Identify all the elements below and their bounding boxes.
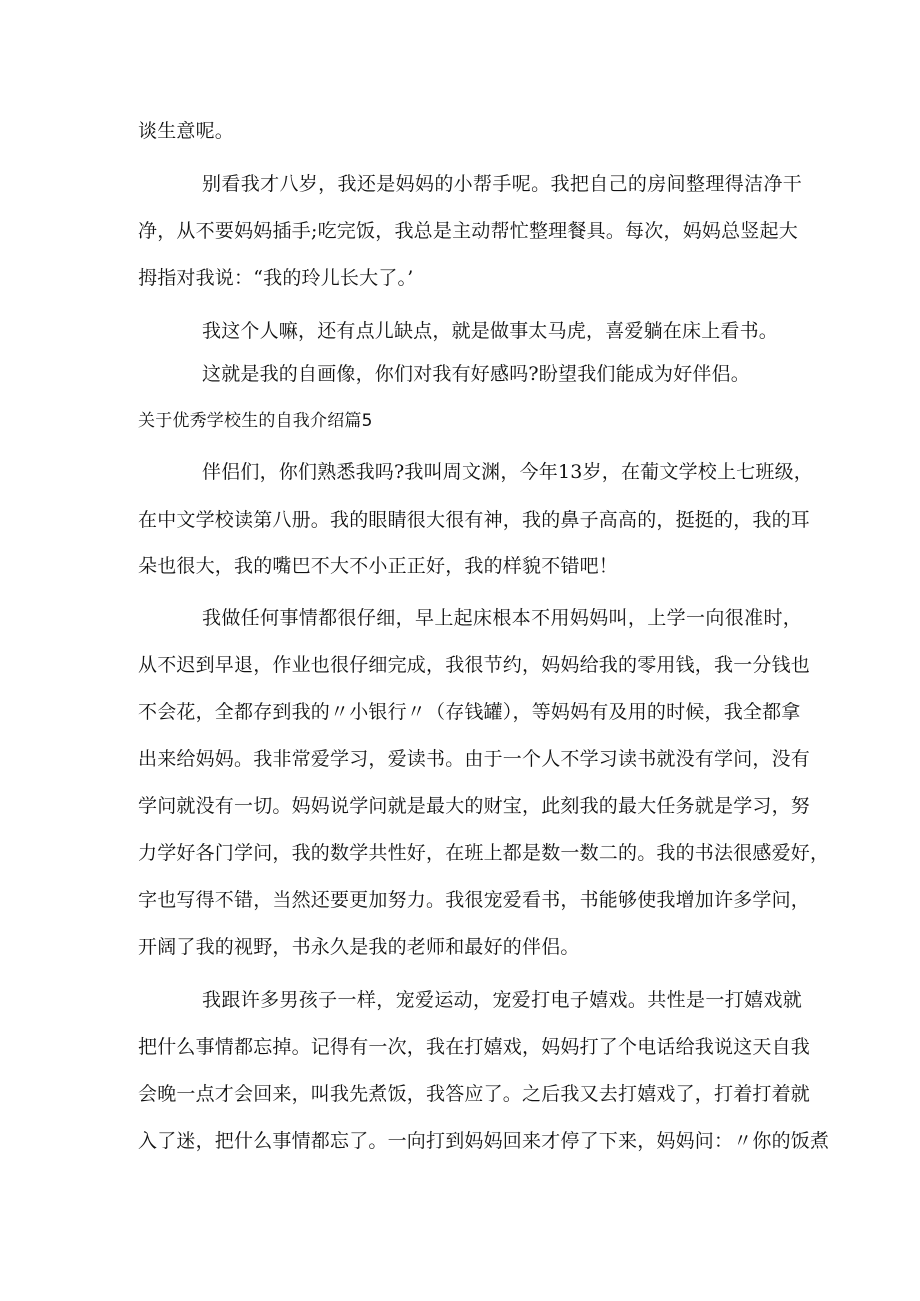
paragraph-line: 出来给妈妈。我非常爱学习，爱读书。由于一个人不学习读书就没有学问，没有 xyxy=(138,748,811,770)
paragraph-line: 会晚一点才会回来，叫我先煮饭，我答应了。之后我又去打嬉戏了，打着打着就 xyxy=(138,1083,811,1105)
paragraph-line: 谈生意呢。 xyxy=(138,120,235,142)
paragraph-line: 伴侣们，你们熟悉我吗?我叫周文渊，今年13岁，在葡文学校上七班级， xyxy=(202,461,813,483)
paragraph-line: 不会花，全都存到我的〃小银行〃（存钱罐），等妈妈有及用的时候，我全都拿 xyxy=(138,701,801,723)
paragraph-line: 拇指对我说：“我的玲儿长大了。’ xyxy=(138,267,414,289)
paragraph-line: 力学好各门学问，我的数学共性好，在班上都是数一数二的。我的书法很感爱好， xyxy=(138,842,830,864)
paragraph-line: 从不迟到早退，作业也很仔细完成，我很节约，妈妈给我的零用钱，我一分钱也 xyxy=(138,654,811,676)
paragraph-line: 入了迷，把什么事情都忘了。一向打到妈妈回来才停了下来，妈妈问：〃你的饭煮 xyxy=(138,1130,830,1152)
paragraph-line: 这就是我的自画像，你们对我有好感吗?盼望我们能成为好伴侣。 xyxy=(202,363,750,385)
paragraph-line: 学问就没有一切。妈妈说学问就是最大的财宝，此刻我的最大任务就是学习，努 xyxy=(138,795,811,817)
paragraph-line: 净，从不要妈妈插手;吃完饭，我总是主动帮忙整理餐具。每次，妈妈总竖起大 xyxy=(138,220,798,242)
paragraph-line: 在中文学校读第八册。我的眼睛很大很有神，我的鼻子高高的，挺挺的，我的耳 xyxy=(138,509,811,531)
paragraph-line: 把什么事情都忘掉。记得有一次，我在打嬉戏，妈妈打了个电话给我说这天自我 xyxy=(138,1036,811,1058)
paragraph-line: 朵也很大，我的嘴巴不大不小正正好，我的样貌不错吧！ xyxy=(138,555,619,577)
paragraph-line: 我这个人嘛，还有点儿缺点，就是做事太马虎，喜爱躺在床上看书。 xyxy=(202,320,779,342)
paragraph-line: 开阔了我的视野，书永久是我的老师和最好的伴侣。 xyxy=(138,936,580,958)
paragraph-line: 我做任何事情都很仔细，早上起床根本不用妈妈叫，上学一向很准时， xyxy=(202,607,802,629)
paragraph-line: 别看我才八岁，我还是妈妈的小帮手呢。我把自己的房间整理得洁净干 xyxy=(202,173,802,195)
section-heading: 关于优秀学校生的自我介绍篇5 xyxy=(138,411,373,431)
paragraph-line: 我跟许多男孩子一样，宠爱运动，宠爱打电子嬉戏。共性是一打嬉戏就 xyxy=(202,989,802,1011)
paragraph-line: 字也写得不错，当然还要更加努力。我很宠爱看书，书能够使我增加许多学问， xyxy=(138,889,811,911)
